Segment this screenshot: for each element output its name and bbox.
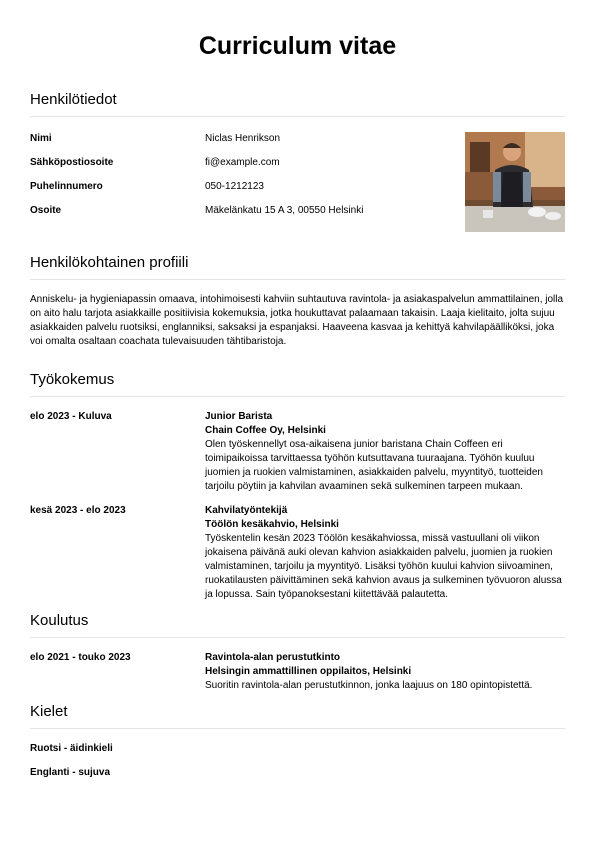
field-value: 050-1212123 bbox=[205, 181, 264, 192]
section-profile bbox=[30, 254, 565, 349]
field-value: fi@example.com bbox=[205, 157, 280, 168]
work-description: Olen työskennellyt osa-aikaisena junior baristana Chain Coffeen eri toimipaikoissa tarvittaessa työhön kutsuttavana tuuraajana. Työhön kuuluu juomien ja ruokien valmistaminen, asiakkaiden palvelu, myyntityö, tuotteiden tarjoilu pöytiin ja kahvilan avaaminen sekä sulkeminen tarpeen mukaan. bbox=[205, 439, 543, 492]
field-label: Puhelinnumero bbox=[30, 181, 103, 192]
section-title-work: Työkokemus bbox=[30, 371, 565, 397]
section-title-personal: Henkilötiedot bbox=[30, 91, 565, 117]
education-entry bbox=[30, 651, 565, 693]
field-label: Osoite bbox=[30, 205, 62, 216]
section-languages bbox=[30, 703, 565, 790]
section-personal bbox=[30, 91, 565, 232]
field-value: Niclas Henrikson bbox=[205, 133, 281, 144]
section-title-profile: Henkilökohtainen profiili bbox=[30, 254, 565, 280]
education-school: Helsingin ammattillinen oppilaitos, Helsinki bbox=[205, 666, 412, 677]
page-title: Curriculum vitae bbox=[198, 32, 397, 60]
profile-text: Anniskelu- ja hygieniapassin omaava, intohimoisesti kahviin suhtautuva ravintola- ja asiakaspalvelun ammattilainen, jolla on aito halu tarjota asiakkaille positiivisia kokemuksia, jotka houkuttavat palaamaan takaisin. Laaja kielitaito, jolta sujuu asiakkaiden palvelu ruotsiksi, englanniksi, saksaksi ja espanjaksi. Haaveena kasvaa ja kehittyä kahvilapäälliköksi, joka voi omalta osaltaan coachata tulevaisuuden tähtibaristoja. bbox=[30, 294, 564, 347]
education-degree: Ravintola-alan perustutkinto bbox=[205, 652, 341, 663]
education-period: elo 2021 - touko 2023 bbox=[30, 652, 131, 663]
section-education bbox=[30, 612, 565, 693]
work-employer: Chain Coffee Oy, Helsinki bbox=[205, 425, 326, 436]
field-label: Sähköpostiosoite bbox=[30, 157, 114, 168]
work-role: Kahvilatyöntekijä bbox=[205, 505, 288, 516]
personal-details bbox=[30, 132, 565, 232]
work-period: kesä 2023 - elo 2023 bbox=[30, 505, 126, 516]
language-item: Ruotsi - äidinkieli bbox=[30, 743, 113, 754]
work-description: Työskentelin kesän 2023 Töölön kesäkahviossa, missä vastuullani oli viikon jokaisena päivänä auki olevan kahvion asiakkaiden palvelu, juomien ja ruokien valmistaminen, tarjoilu ja myyntityö. Lisäksi työhön kuului kahvion siivoaminen, ruokatilausten päivittäminen sekä kahvion avaus ja sulkeminen työvuoron alussa ja lopussa. Sain työpanoksestani kiitettävää palautetta. bbox=[205, 533, 562, 600]
section-title-education: Koulutus bbox=[30, 612, 565, 638]
work-employer: Töölön kesäkahvio, Helsinki bbox=[205, 519, 339, 530]
work-entry bbox=[30, 504, 565, 602]
section-title-languages: Kielet bbox=[30, 703, 565, 729]
profile-photo bbox=[465, 132, 565, 232]
work-role: Junior Barista bbox=[205, 411, 273, 422]
section-work bbox=[30, 371, 565, 602]
work-entry bbox=[30, 410, 565, 494]
education-description: Suoritin ravintola-alan perustutkinnon, jonka laajuus on 180 opintopistettä. bbox=[205, 680, 533, 691]
work-period: elo 2023 - Kuluva bbox=[30, 411, 112, 422]
language-item: Englanti - sujuva bbox=[30, 767, 111, 778]
field-label: Nimi bbox=[30, 133, 52, 144]
field-value: Mäkelänkatu 15 A 3, 00550 Helsinki bbox=[205, 205, 364, 216]
